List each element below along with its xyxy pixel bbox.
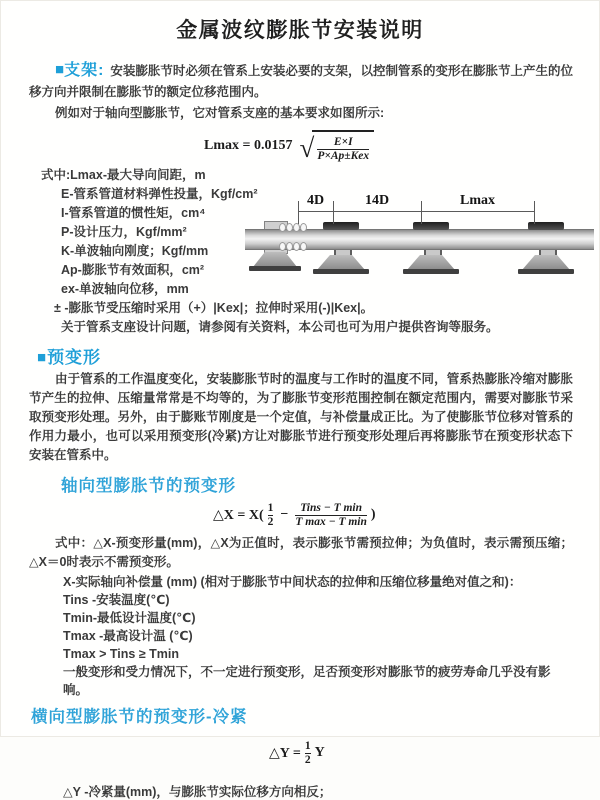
dimension-label-4d: 4D <box>306 193 325 208</box>
bellows-coil <box>279 223 286 232</box>
axial-explain-paragraph: 式中：△X-预变形量(mm)，△X为正值时，表示膨张节需预拉伸；为负值时，表示需预压缩；△X＝0时表示不需预变形。 <box>29 536 573 569</box>
pipe-saddle-clamp <box>323 222 359 230</box>
support-base-plate <box>403 269 459 274</box>
support-base-plate <box>518 269 574 274</box>
preform-paragraph: 由于管系的工作温度变化，安装膨胀节时的温度与工作时的温度不同，管系热膨胀冷缩对膨胀节产生的拉伸、压缩量常常是不均等的，为了膨胀节变形范围控制在额定范围内，需要对膨胀节采取预变形处理。另外，由于膨账节刚度是一个定值，与补偿量成正比。为了使膨胀节位移对管系的作用力最小，也可以采用预变形(冷紧)方让对膨胀节进行预变形处理后再将膨胀节在预变形状态下安装在管系中。 <box>29 372 573 462</box>
support-base <box>317 255 365 270</box>
support-stem <box>424 249 442 256</box>
bellows-coil <box>279 242 286 251</box>
dimension-label-lmax: Lmax <box>460 193 495 208</box>
support-section-heading <box>55 61 110 79</box>
definition-line: ex-单波轴向位移，mm <box>61 282 189 296</box>
bellows-coil <box>293 223 300 232</box>
lateral-formula-rhs: Y <box>314 745 325 760</box>
lateral-formula-lhs: △Y = <box>269 745 301 761</box>
pipe-support-diagram <box>245 193 597 293</box>
fraction-numerator: 1 <box>304 739 311 752</box>
radicand-fraction <box>317 136 369 163</box>
radical-sign-icon: √ <box>299 132 315 163</box>
lateral-preform-formula <box>269 738 599 768</box>
preform-section-heading <box>37 343 599 368</box>
definition-line: Tmax > Tins ≥ Tmin <box>63 647 180 661</box>
page-title: 金属波纹膨胀节安装说明 <box>176 19 424 42</box>
lmax-formula <box>204 129 599 163</box>
fraction-denominator: 2 <box>267 515 274 528</box>
support-stem <box>539 249 557 256</box>
definition-line: Tins -安装温度(℃) <box>63 593 170 607</box>
minus-operator: − <box>280 507 289 522</box>
bellows-coil <box>300 223 307 232</box>
fraction-denominator: P×Ap±Kex <box>317 149 370 162</box>
temperature-fraction <box>295 502 367 529</box>
cold-tightening-note: △Y -冷紧量(mm)，与膨胀节实际位移方向相反； <box>63 785 332 799</box>
support-base <box>407 255 455 270</box>
definition-line: 式中:Lmax-最大导向间距，m <box>41 168 206 182</box>
support-example-line: 例如对于轴向型膨胀节，它对管系支座的基本要求如图所示: <box>55 106 385 120</box>
support-intro-text: 安装膨胀节时必须在管系上安装必要的支架，以控制管系的变形在膨胀节上产生的位移方向并限制在膨胀节的额定位移范围内。 <box>29 64 573 99</box>
bellows-coil <box>300 242 307 251</box>
preform-heading-label: 预变形 <box>47 348 102 367</box>
axial-definition-list <box>63 573 573 699</box>
fraction-numerator: E×I <box>333 135 353 148</box>
support-stem <box>334 249 352 256</box>
support-base-plate <box>313 269 369 274</box>
definition-line: X-实际轴向补偿量 (mm) (相对于膨胀节中间状态的拉伸和压缩位移量绝对值之和)： <box>63 575 522 589</box>
pipe-saddle-clamp <box>413 222 449 230</box>
fraction-denominator: T max − T min <box>295 515 367 528</box>
support-base-plate <box>249 266 301 271</box>
definition-line: K-单波轴向刚度；Kgf/mm <box>61 244 209 258</box>
fraction-numerator: 1 <box>267 501 274 514</box>
bellows-coil <box>286 242 293 251</box>
square-root <box>299 130 374 163</box>
support-intro-paragraph <box>29 59 573 103</box>
lateral-subsection-heading: 横向型膨胀节的预变形-冷紧 <box>31 708 248 726</box>
section-marker-icon: ■ <box>55 61 65 78</box>
definition-line: 一般变形和受力情况下，不一定进行预变形，足否预变形对膨胀节的疲劳寿命几乎没有影响。 <box>63 665 551 697</box>
section-marker-icon: ■ <box>37 349 48 366</box>
dimension-label-14d: 14D <box>364 193 390 208</box>
definition-line: Tmax -最高设计温 (℃) <box>63 629 193 643</box>
support-base <box>522 255 570 270</box>
dimension-tick <box>534 201 535 224</box>
one-half-fraction <box>305 740 311 767</box>
definition-line: Tmin-最低设计温度(℃) <box>63 611 196 625</box>
closing-paren: ) <box>370 507 376 522</box>
definition-line: P-设计压力，Kgf/mm² <box>61 225 187 239</box>
bellows-coil <box>293 242 300 251</box>
bellows-coil <box>286 223 293 232</box>
axial-subsection-heading: 轴向型膨胀节的预变形 <box>61 477 236 495</box>
fraction-denominator: 2 <box>304 753 311 766</box>
fraction-numerator: Tins − T min <box>300 501 363 514</box>
lmax-formula-lhs: Lmax = 0.0157 <box>204 138 293 153</box>
definition-line: ± -膨胀节受压缩时采用（+）|Kex|；拉伸时采用(-)|Kex|。 <box>54 301 374 315</box>
axial-preform-formula <box>213 499 599 531</box>
support-heading-label: 支架: <box>64 62 105 79</box>
radicand <box>312 130 374 163</box>
definition-line: Ap-膨胀节有效面积，cm² <box>61 263 205 277</box>
definition-line: I-管系管道的惯性矩，cm⁴ <box>61 206 206 220</box>
support-base <box>253 252 297 267</box>
one-half-fraction <box>268 502 274 529</box>
definition-line: 关于管系支座设计问题，请参阅有关资料，本公司也可为用户提供咨询等服务。 <box>61 320 499 334</box>
definition-line: E-管系管道材料弹性投量，Kgf/cm² <box>61 187 258 201</box>
axial-formula-lhs: △X = X( <box>213 507 264 523</box>
